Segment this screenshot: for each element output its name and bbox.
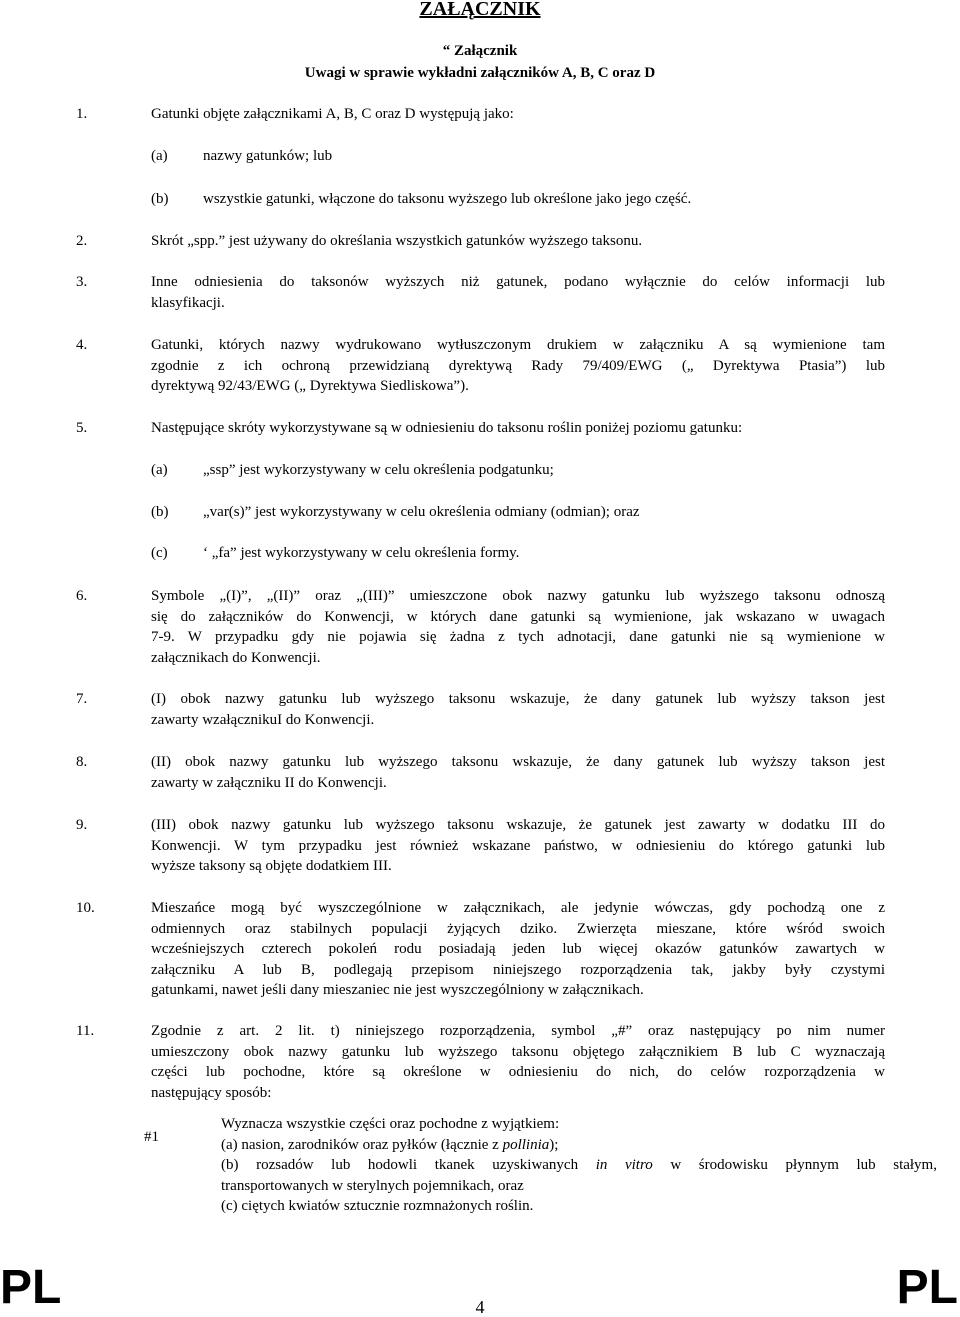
item-text — [151, 689, 885, 730]
exception-line: transportowanych w sterylnych pojemnikach, oraz — [221, 1177, 524, 1194]
item-number: 9. — [76, 817, 88, 833]
item-line: odmiennych oraz stabilnych populacji żyjących dziko. Zwierzęta mieszane, które wśród swoich — [151, 920, 885, 937]
item-text — [151, 272, 885, 313]
item-text: Następujące skróty wykorzystywane są w odniesieniu do taksonu roślin poniżej poziomu gatunku: — [151, 420, 743, 436]
page-title: ZAŁĄCZNIK — [419, 0, 541, 20]
item-line: 7-9. W przypadku gdy nie pojawia się żadna z tych adnotacji, dane gatunki nie są wymienione w — [151, 629, 885, 645]
exception-text — [221, 1114, 937, 1217]
sub-text: „ssp” jest wykorzystywany w celu określenia podgatunku; — [203, 462, 554, 478]
exception-line: (b) rozsadów lub hodowli tkanek uzyskiwanych in vitro w środowisku płynnym lub stałym, — [221, 1157, 937, 1173]
exception-symbol: #1 — [144, 1129, 159, 1145]
item-line: (III) obok nazwy gatunku lub wyższego taksonu wskazuje, że gatunek jest zawarty w dodatku III do — [151, 817, 885, 833]
sub-text: ‘ „fa” jest wykorzystywany w celu określenia formy. — [203, 545, 520, 561]
item-line: załącznikach do Konwencji. — [151, 649, 321, 666]
item-line: Inne odniesienia do taksonów wyższych niż gatunek, podano wyłącznie do celów informacji lub — [151, 274, 885, 290]
exception-line: Wyznacza wszystkie części oraz pochodne z wyjątkiem: — [221, 1116, 560, 1132]
item-line: następujący sposób: — [151, 1084, 272, 1101]
item-text — [151, 752, 885, 793]
item-number: 4. — [76, 337, 88, 353]
sub-label: (b) — [151, 504, 169, 520]
exception-line: (a) nasion, zarodników oraz pyłków (łącznie z pollinia); — [221, 1136, 559, 1153]
footer-language-right: PL — [896, 1261, 958, 1314]
item-line: gatunkami, nawet jeśli dany mieszaniec nie jest wyszczególniony w załącznikach. — [151, 982, 644, 998]
item-text — [151, 898, 885, 1001]
item-number: 10. — [76, 900, 95, 916]
sub-text: nazwy gatunków; lub — [203, 148, 333, 164]
item-line: klasyfikacji. — [151, 294, 225, 311]
item-line: (II) obok nazwy gatunku lub wyższego taksonu wskazuje, że dany gatunek lub wyższy takson jest — [151, 754, 885, 770]
item-line: zawarty w załączniku II do Konwencji. — [151, 774, 387, 791]
sub-text: „var(s)” jest wykorzystywany w celu określenia odmiany (odmian); oraz — [203, 504, 640, 520]
annex-label: “ Załącznik — [442, 43, 518, 59]
item-text — [151, 586, 885, 668]
item-number: 11. — [76, 1023, 95, 1039]
item-line: wyższe taksony są objęte dodatkiem III. — [151, 858, 392, 874]
item-line: Zgodnie z art. 2 lit. t) niniejszego rozporządzenia, symbol „#” oraz następujący po nim numer — [151, 1023, 885, 1039]
item-number: 3. — [76, 274, 88, 290]
sub-label: (b) — [151, 191, 169, 207]
item-line: Konwencji. W tym przypadku jest również wskazane państwo, w odniesieniu do którego gatunki lub — [151, 837, 885, 854]
item-text: Gatunki objęte załącznikami A, B, C oraz D występują jako: — [151, 106, 514, 122]
item-number: 5. — [76, 420, 88, 436]
exception-line: (c) ciętych kwiatów sztucznie rozmnażonych roślin. — [221, 1198, 534, 1214]
item-line: się do załączników do Konwencji, w których dane gatunki są wymienione, jak wskazano w uwagach — [151, 608, 885, 625]
item-line: wcześniejszych czterech pokoleń rodu posiadają jeden lub więcej okazów gatunków zawartych w — [151, 941, 885, 957]
sub-label: (a) — [151, 462, 168, 478]
item-text: Skrót „spp.” jest używany do określania wszystkich gatunków wyższego taksonu. — [151, 233, 643, 249]
item-line: Mieszańce mogą być wyszczególnione w załącznikach, ale jedynie wówczas, gdy pochodzą one z — [151, 900, 885, 916]
item-text — [151, 1021, 885, 1103]
item-line: zgodnie z ich ochroną przewidzianą dyrektywą Rady 79/409/EWG („ Dyrektywa Ptasia”) lub — [151, 357, 885, 374]
item-text — [151, 335, 885, 397]
item-line: Symbole „(I)”, „(II)” oraz „(III)” umieszczone obok nazwy gatunku lub wyższego taksonu odnoszą — [151, 588, 885, 604]
item-line: umieszczony obok nazwy gatunku lub wyższego taksonu objętego załącznikiem B lub C wyznaczają — [151, 1043, 885, 1060]
item-line: części lub pochodne, które są określone w odniesieniu do nich, do celów rozporządzenia w — [151, 1064, 885, 1080]
item-number: 2. — [76, 233, 88, 249]
item-text — [151, 815, 885, 877]
item-line: (I) obok nazwy gatunku lub wyższego taksonu wskazuje, że dany gatunek lub wyższy takson jest — [151, 691, 885, 707]
footer-language-left: PL — [0, 1261, 62, 1314]
item-number: 8. — [76, 754, 88, 770]
item-line: załączniku A lub B, podlegają przepisom niniejszego rozporządzenia tak, jakby były czystymi — [151, 961, 885, 978]
item-line: dyrektywą 92/43/EWG („ Dyrektywa Siedliskowa”). — [151, 378, 469, 394]
sub-text: wszystkie gatunki, włączone do taksonu wyższego lub określone jako jego część. — [203, 191, 692, 207]
sub-label: (c) — [151, 545, 168, 561]
item-number: 1. — [76, 106, 88, 122]
item-line: zawarty wzałącznikuI do Konwencji. — [151, 711, 375, 728]
item-number: 6. — [76, 588, 88, 604]
sub-label: (a) — [151, 148, 168, 164]
item-number: 7. — [76, 691, 88, 707]
page-number: 4 — [475, 1297, 485, 1317]
annex-heading: Uwagi w sprawie wykładni załączników A, B, C oraz D — [304, 65, 656, 81]
item-line: Gatunki, których nazwy wydrukowano wytłuszczonym drukiem w załączniku A są wymienione tam — [151, 337, 885, 353]
